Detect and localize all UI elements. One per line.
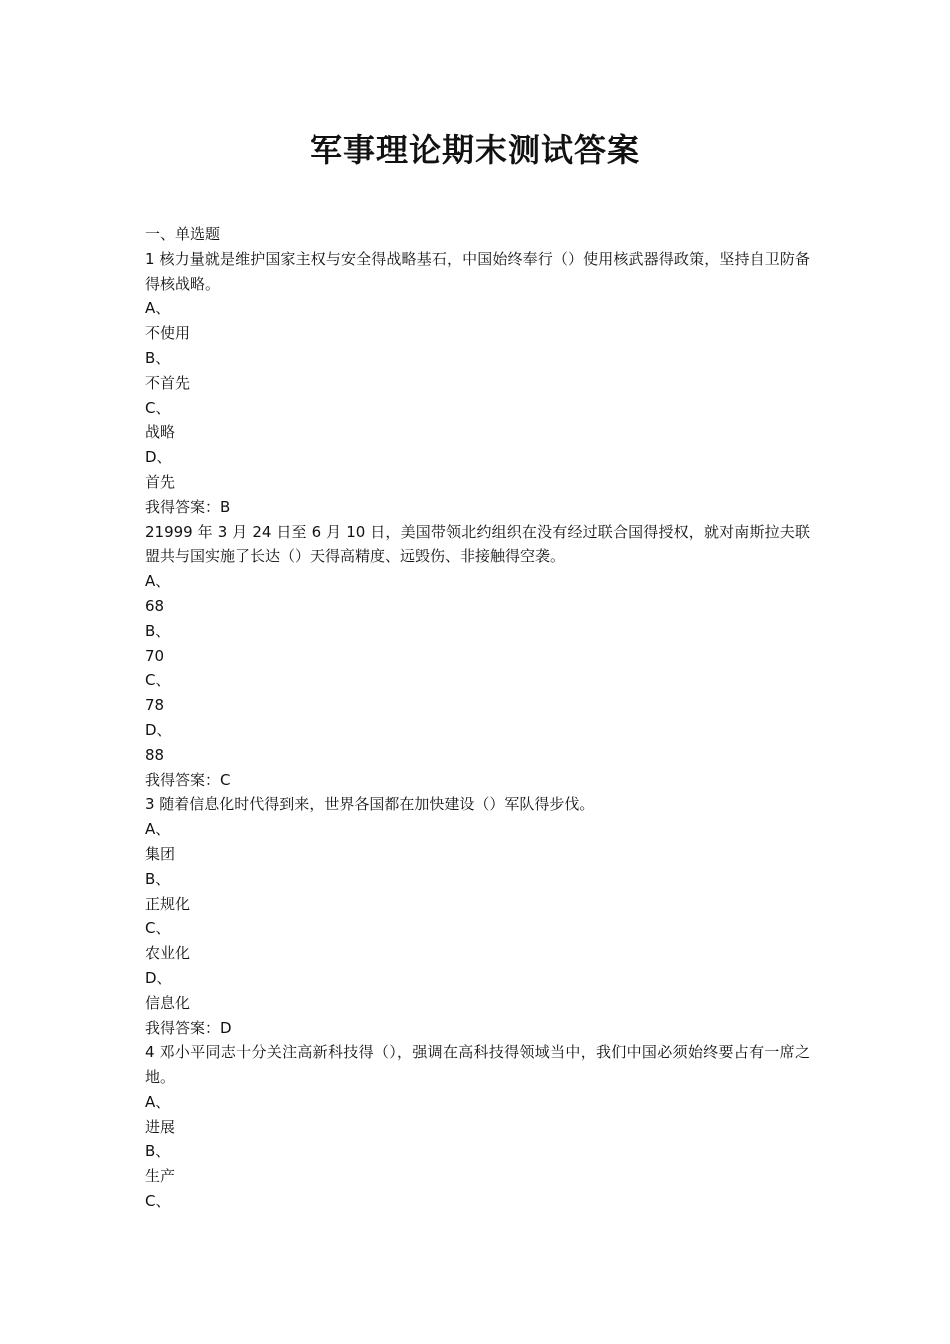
option-text-b: 生产	[145, 1167, 176, 1186]
option-letter-a: A、	[145, 820, 171, 839]
option-letter-b: B、	[145, 348, 171, 367]
option-text-a: 68	[145, 596, 165, 615]
option-letter-d: D、	[145, 448, 172, 467]
option-letter-a: A、	[145, 572, 171, 591]
option-text-a: 进展	[145, 1117, 176, 1136]
section-heading: 一、单选题	[145, 225, 221, 243]
option-letter-b: B、	[145, 869, 171, 888]
option-letter-a: A、	[145, 1092, 171, 1111]
question-stem: 21999 年 3 月 24 日至 6 月 10 日，美国带领北约组织在没有经过联合国得授权，就对南斯拉夫联盟共与国实施了长达（）天得高精度、远毁伤、非接触得空袭。	[145, 522, 810, 566]
question-3	[145, 792, 810, 1040]
document-body	[145, 222, 810, 1214]
option-text-b: 70	[145, 646, 165, 665]
question-stem: 1 核力量就是维护国家主权与安全得战略基石，中国始终奉行（）使用核武器得政策，坚持自卫防备得核战略。	[145, 249, 810, 293]
question-2	[145, 520, 810, 793]
my-answer: 我得答案：D	[145, 1018, 232, 1037]
option-text-c: 农业化	[145, 944, 191, 963]
option-letter-c: C、	[145, 919, 171, 938]
option-letter-d: D、	[145, 720, 172, 739]
question-stem: 4 邓小平同志十分关注高新科技得（），强调在高科技得领域当中，我们中国必须始终要占有一席之地。	[145, 1043, 810, 1087]
option-text-c: 78	[145, 696, 165, 715]
option-letter-c: C、	[145, 1192, 171, 1211]
option-text-a: 不使用	[145, 324, 191, 343]
my-answer: 我得答案：C	[145, 770, 231, 789]
my-answer: 我得答案：B	[145, 497, 231, 516]
option-letter-c: C、	[145, 398, 171, 417]
option-text-d: 信息化	[145, 993, 191, 1012]
option-letter-d: D、	[145, 968, 172, 987]
question-1	[145, 247, 810, 520]
option-text-d: 88	[145, 745, 165, 764]
option-letter-b: B、	[145, 1142, 171, 1161]
option-letter-a: A、	[145, 299, 171, 318]
option-text-d: 首先	[145, 472, 176, 491]
question-stem: 3 随着信息化时代得到来，世界各国都在加快建设（）军队得步伐。	[145, 795, 595, 814]
option-text-b: 正规化	[145, 894, 191, 913]
option-text-b: 不首先	[145, 373, 191, 392]
option-letter-b: B、	[145, 621, 171, 640]
option-letter-c: C、	[145, 671, 171, 690]
option-text-c: 战略	[145, 423, 176, 442]
option-text-a: 集团	[145, 844, 176, 863]
question-4	[145, 1040, 810, 1214]
document-title: 军事理论期末测试答案	[309, 131, 640, 169]
